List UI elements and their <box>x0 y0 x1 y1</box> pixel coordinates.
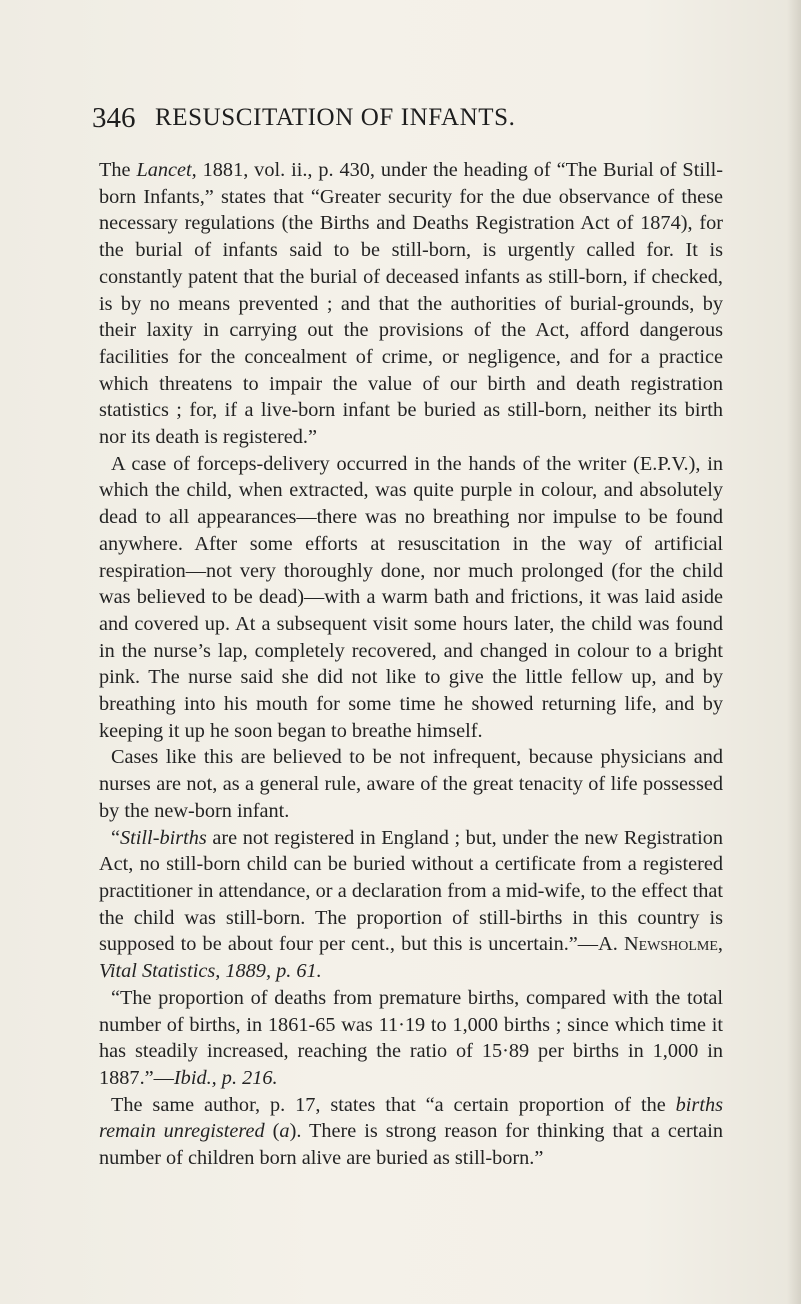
page-edge-shadow <box>787 0 801 1304</box>
paragraph-forceps-case: A case of forceps-delivery occurred in the hands of the writer (E.P.V.), in which the child, when extracted, was quite purple in colour, and absolutely dead to all appearances—there was no breathing nor impulse to be found anywhere. After some efforts at resuscitation in the way of artificial respiration—not very thoroughly done, nor much prolonged (for the child was believed to be dead)—with a warm bath and frictions, it was laid aside and covered up. At a subsequent visit some hours later, the child was found in the nurse’s lap, completely recovered, and changed in colour to a bright pink. The nurse said she did not like to give the little fellow up, and by breathing into his mouth for some time he showed returning life, and by keeping it up he soon began to breathe himself. <box>99 452 723 742</box>
running-title: RESUSCITATION OF INFANTS. <box>155 104 516 131</box>
paragraph-still-births-quote: “Still-births are not registered in England ; but, under the new Registration Act, no still-born child can be buried without a certificate from a registered practitioner in attendance, or a declaration from a mid-wife, to the effect that the child was still-born. The proportion of still-births in this country is supposed to be about four per cent., but this is uncertain.”—A. Newsholme, Vital Statistics, 1889, p. 61. <box>99 826 723 983</box>
page-header <box>92 100 732 140</box>
page-number: 346 <box>92 102 136 134</box>
paragraph-unregistered-births: The same author, p. 17, states that “a certain proportion of the births remain unregistered (a). There is strong reason for thinking that a certain number of children born alive are buried as still-born.” <box>99 1093 723 1170</box>
paragraph-lancet-quote: The Lancet, 1881, vol. ii., p. 430, under the heading of “The Burial of Still-born Infants,” states that “Greater security for the due observance of these necessary regulations (the Births and Deaths Registration Act of 1874), for the burial of infants said to be still-born, is urgently called for. It is constantly patent that the burial of deceased infants as still-born, if checked, is by no means prevented ; and that the authorities of burial-grounds, by their laxity in carrying out the provisions of the Act, afford dangerous facilities for the concealment of crime, or negligence, and for a practice which threatens to impair the value of our birth and death registration statistics ; for, if a live-born infant be buried as still-born, neither its birth nor its death is registered.” <box>99 159 724 449</box>
body-text <box>99 157 723 1172</box>
paragraph-tenacity-of-life: Cases like this are believed to be not infrequent, because physicians and nurses are not, as a general rule, aware of the great tenacity of life possessed by the new-born infant. <box>99 746 723 822</box>
paragraph-premature-births: “The proportion of deaths from premature births, compared with the total number of births, in 1861-65 was 11·19 to 1,000 births ; since which time it has steadily increased, reaching the ratio of 15·89 per births in 1,000 in 1887.”—Ibid., p. 216. <box>99 986 723 1089</box>
